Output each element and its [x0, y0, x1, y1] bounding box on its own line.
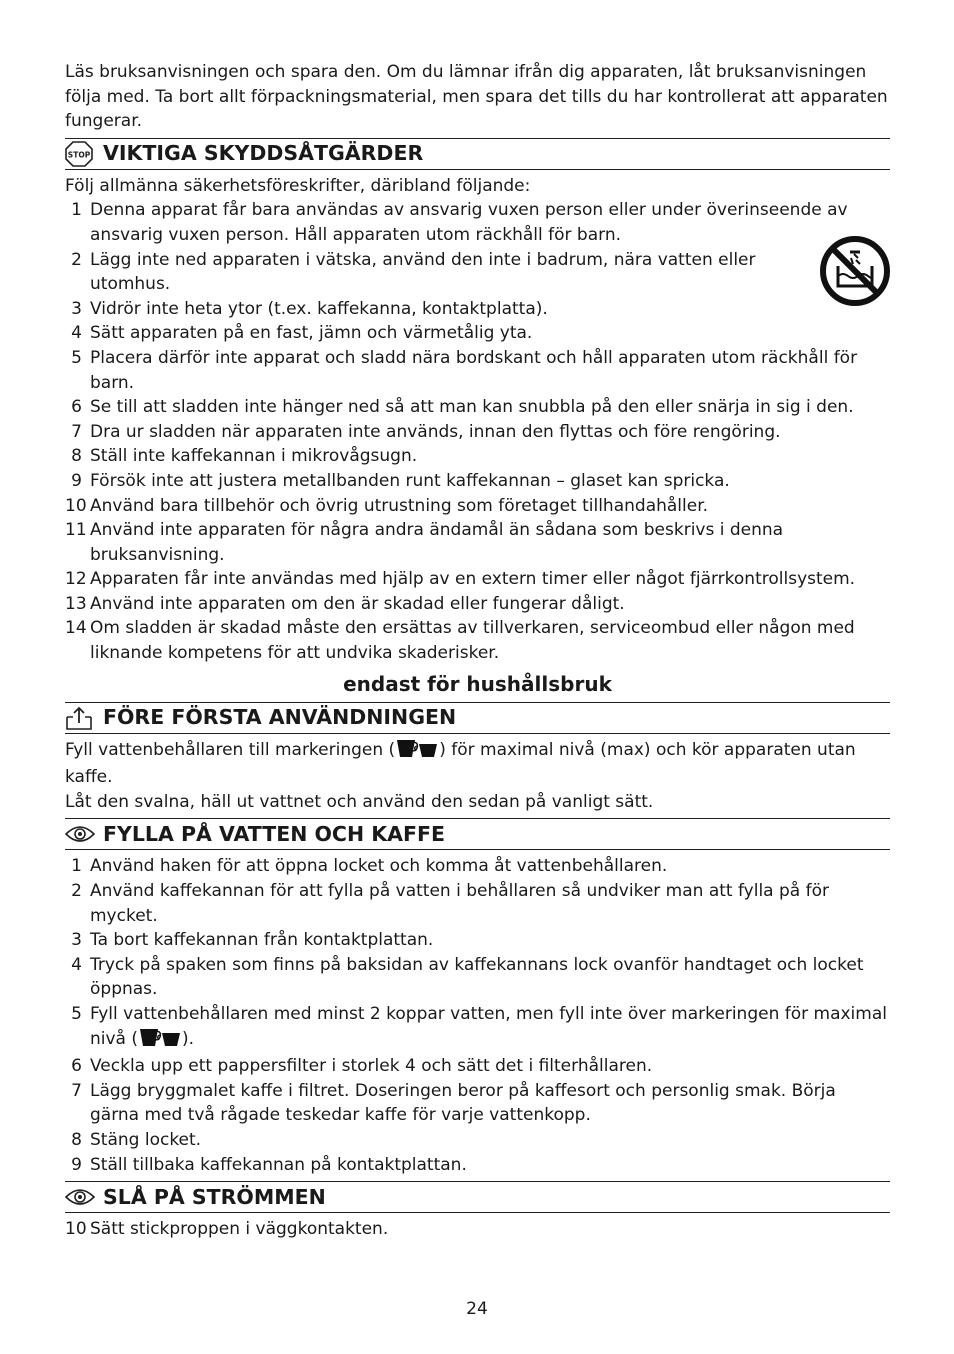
list-item: 6 Veckla upp ett pappersfilter i storlek 4 och sätt det i filterhållaren. [71, 1056, 653, 1077]
fill-heading [65, 818, 890, 850]
safety-heading [65, 138, 890, 170]
list-item: 13 Använd inte apparaten om den är skadad eller fungerar dåligt. [65, 593, 625, 614]
list-item: 4 Tryck på spaken som finns på baksidan av kaffekannans lock ovanför handtaget och locket öppnas. [71, 954, 864, 1000]
no-water-icon [820, 236, 890, 306]
list-item: 7 Lägg bryggmalet kaffe i filtret. Doseringen beror på kaffesort och personlig smak. Börja gärna med två rågade teskedar kaffe för varje vattenkopp. [71, 1080, 836, 1126]
first-use-title: FÖRE FÖRSTA ANVÄNDNINGEN [103, 705, 457, 730]
list-item: 8 Ställ inte kaffekannan i mikrovågsugn. [71, 446, 418, 467]
first-use-heading [65, 702, 890, 734]
fill-list [65, 854, 890, 1177]
list-item: 7 Dra ur sladden när apparaten inte används, innan den flyttas och före rengöring. [71, 421, 781, 442]
cups-icon [395, 739, 439, 766]
list-item: 5 Fyll vattenbehållaren med minst 2 koppar vatten, men fyll inte över markeringen för maximal nivå ( ). [65, 1002, 890, 1054]
intro-text: Läs bruksanvisningen och spara den. Om du lämnar ifrån dig apparaten, låt bruksanvisningen följa med. Ta bort allt förpackningsmaterial, men spara det tills du har kontrollerat att apparaten fungerar. [65, 62, 888, 132]
list-item: 11 Använd inte apparaten för några andra ändamål än sådana som beskrivs i denna bruksanvisning. [65, 520, 784, 565]
safety-list [65, 198, 890, 665]
list-item: 5 Placera därför inte apparat och sladd nära bordskant och håll apparaten utom räckhåll för barn. [71, 347, 858, 393]
first-use-text: Fyll vattenbehållaren till markeringen ( ) för maximal nivå (max) och kör apparaten utan kaffe. [65, 739, 856, 788]
list-item: 4 Sätt apparaten på en fast, jämn och värmetålig yta. [71, 323, 533, 344]
cups-icon [138, 1028, 182, 1055]
list-item: 10 Använd bara tillbehör och övrig utrustning som företaget tillhandahåller. [65, 495, 709, 516]
list-item: 14 Om sladden är skadad måste den ersättas av tillverkaren, serviceombud eller någon med liknande kompetens för att undvika skaderisker. [65, 618, 855, 664]
document-page [65, 60, 890, 1242]
stop-icon [65, 141, 95, 167]
eye-icon [65, 821, 95, 847]
list-item: 10 Sätt stickproppen i väggkontakten. [65, 1219, 389, 1240]
eye-icon [65, 1184, 95, 1210]
power-title: SLÅ PÅ STRÖMMEN [103, 1184, 326, 1209]
list-item: 3 Vidrör inte heta ytor (t.ex. kaffekanna, kontaktplatta). [71, 298, 548, 319]
list-item: 12 Apparaten får inte användas med hjälp av en extern timer eller något fjärrkontrollsystem. [65, 569, 856, 590]
list-item: 1 Denna apparat får bara användas av ansvarig vuxen person eller under överinseende av ansvarig vuxen person. Håll apparaten utom räckhåll för barn. [71, 200, 848, 245]
power-list [65, 1217, 890, 1242]
list-item: 6 Se till att sladden inte hänger ned så att man kan snubbla på den eller snärja in sig i den. [71, 397, 854, 418]
household-note: endast för hushållsbruk [343, 671, 612, 696]
unpack-icon [65, 705, 95, 731]
fill-title: FYLLA PÅ VATTEN OCH KAFFE [103, 822, 446, 847]
list-item: 1 Använd haken för att öppna locket och komma åt vattenbehållaren. [71, 856, 668, 877]
first-use-text-2: Låt den svalna, häll ut vattnet och använd den sedan på vanligt sätt. [65, 791, 654, 812]
list-item: 2 Lägg inte ned apparaten i vätska, använd den inte i badrum, nära vatten eller utomhus. [71, 249, 756, 295]
list-item: 9 Försök inte att justera metallbanden runt kaffekannan – glaset kan spricka. [71, 470, 730, 491]
power-heading [65, 1181, 890, 1213]
list-item: 2 Använd kaffekannan för att fylla på vatten i behållaren så undviker man att fylla på för mycket. [71, 881, 829, 926]
stop-icon-text: STOP [67, 150, 91, 160]
list-item: 8 Stäng locket. [71, 1129, 202, 1150]
safety-lead: Följ allmänna säkerhetsföreskrifter, däribland följande: [65, 175, 531, 196]
list-item: 3 Ta bort kaffekannan från kontaktplattan. [71, 930, 434, 951]
safety-title: VIKTIGA SKYDDSÅTGÄRDER [103, 141, 424, 166]
list-item: 9 Ställ tillbaka kaffekannan på kontaktplattan. [71, 1154, 467, 1175]
page-number: 24 [466, 1299, 488, 1319]
